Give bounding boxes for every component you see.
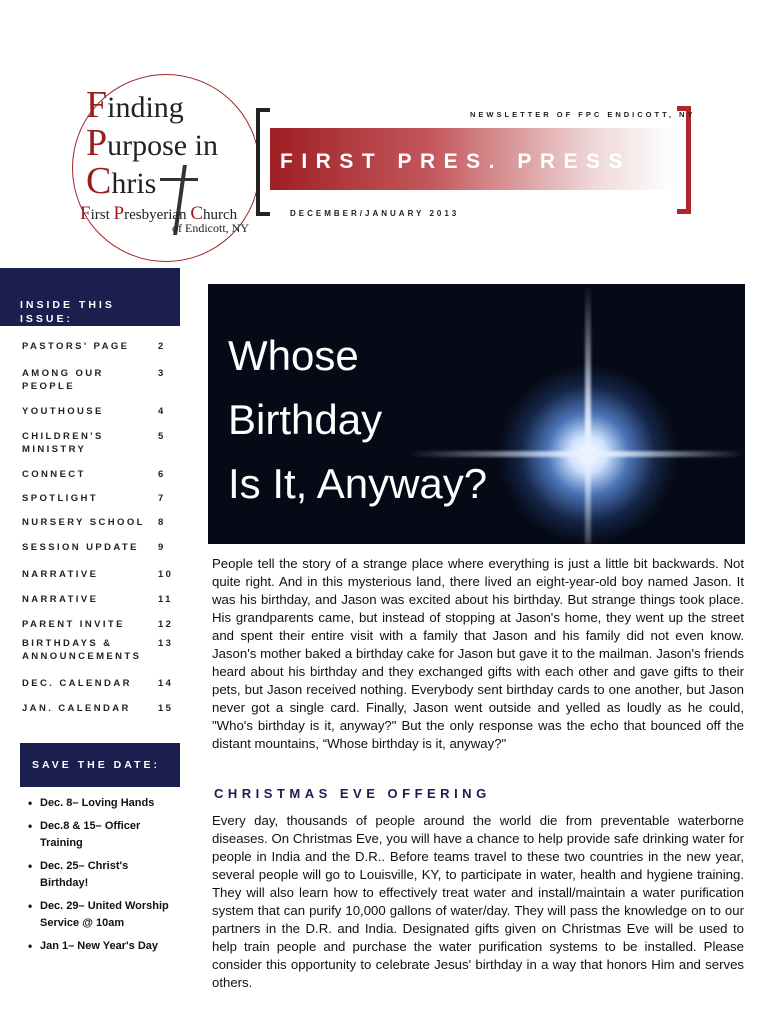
toc-item: NARRATIVE 11 [22, 594, 173, 605]
toc-item: DEC. CALENDAR 14 [22, 678, 174, 689]
list-item: • Dec. 25– Christ's Birthday! [28, 858, 178, 892]
toc-item: PARENT INVITE 12 [22, 619, 174, 630]
save-the-date-list [28, 795, 178, 955]
offering-heading: CHRISTMAS EVE OFFERING [214, 786, 491, 801]
list-item: • Dec. 29– United Worship Service @ 10am [28, 898, 178, 932]
toc-item: NARRATIVE 10 [22, 569, 174, 580]
toc-item: YOUTHOUSE 4 [22, 406, 166, 417]
masthead-title: FIRST PRES. PRESS [280, 150, 632, 173]
table-of-contents [22, 340, 188, 715]
offering-paragraph: Every day, thousands of people around the world die from preventable waterborne diseases. On Christmas Eve, you will have a chance to help provide safe drinking water for people in India and the D.R.. Before teams travel to these two countries in the new year, several people will go to Louisville, KY, to participate in water, health and hygiene training. They will also learn how to effectively treat water and install/maintain a water purification system that can purify 10,000 gallons of water/day. They will pass the knowledge on to our partners in the D.R. and India. Designated gifts given on Christmas Eve will be used to help train people and purchase the water purification systems to be installed. Please consider this opportunity to celebrate Jesus' birthday in a way that honors Him and serves others. [212, 813, 744, 990]
toc-item: SPOTLIGHT 7 [22, 493, 166, 504]
list-item: • Dec.8 & 15– Officer Training [28, 818, 178, 852]
logo-church-name: First Presbyerian Church [80, 203, 238, 224]
hero-title-line: Is It, Anyway? [228, 460, 488, 507]
hero-title-line: Birthday [228, 396, 383, 443]
masthead-bracket-left [256, 108, 270, 216]
toc-item: BIRTHDAYS & ANNOUNCEMENTS 13 [22, 638, 174, 662]
cross-bar-icon [160, 178, 198, 181]
list-item: • Jan 1– New Year's Day [28, 938, 178, 955]
toc-item: NURSERY SCHOOL 8 [22, 517, 166, 528]
toc-item: PASTORS' PAGE 2 [22, 341, 166, 352]
inside-issue-heading: INSIDE THIS ISSUE: [20, 299, 115, 325]
toc-item: CHILDREN'S MINISTRY 5 [22, 431, 166, 455]
list-item: • Dec. 8– Loving Hands [28, 795, 178, 812]
logo-town: of Endicott, NY [172, 221, 249, 235]
hero-title-line: Whose [228, 332, 359, 379]
save-the-date-heading: SAVE THE DATE: [20, 743, 180, 787]
star-ray-vertical [585, 284, 591, 544]
newsletter-label: NEWSLETTER OF FPC ENDICOTT, NY [470, 110, 696, 119]
toc-item: JAN. CALENDAR 15 [22, 703, 174, 714]
issue-date: DECEMBER/JANUARY 2013 [290, 209, 460, 218]
logo-line-finding: Finding [86, 84, 184, 126]
toc-item: CONNECT 6 [22, 469, 166, 480]
toc-item: AMONG OUR PEOPLE 3 [22, 368, 166, 392]
logo-line-christ: Chris [86, 160, 157, 202]
logo-line-purpose: Purpose in [86, 122, 218, 164]
masthead-bracket-right [677, 106, 691, 214]
toc-item: SESSION UPDATE 9 [22, 542, 166, 553]
story-paragraph: People tell the story of a strange place where everything is just a little bit backwards. Not quite right. And in this mysterious land, there lived an eight-year-old boy named Jason. It was his birthday, and Jason was excited about his birthday. But strange things took place. His grandparents came, but instead of stopping at Jason's home, they went up the street and spent their entire visit with a family that Jason and his family did not even know. Jason's mother baked a birthday cake for Jason but gave it to the mailman. Jason's friends heard about his birthday and they exchanged gifts with each other and gave gifts to their pets, but Jason received nothing. Everybody sent birthday cards to one another, but Jason never got a single card. Finally, Jason went outside and yelled as loudly as he could, "Who's birthday is it, anyway?" But the only response was the echo that bounced off the distant mountains, “Whose birthday is it, anyway?" [212, 556, 744, 751]
hero-title [228, 324, 528, 516]
